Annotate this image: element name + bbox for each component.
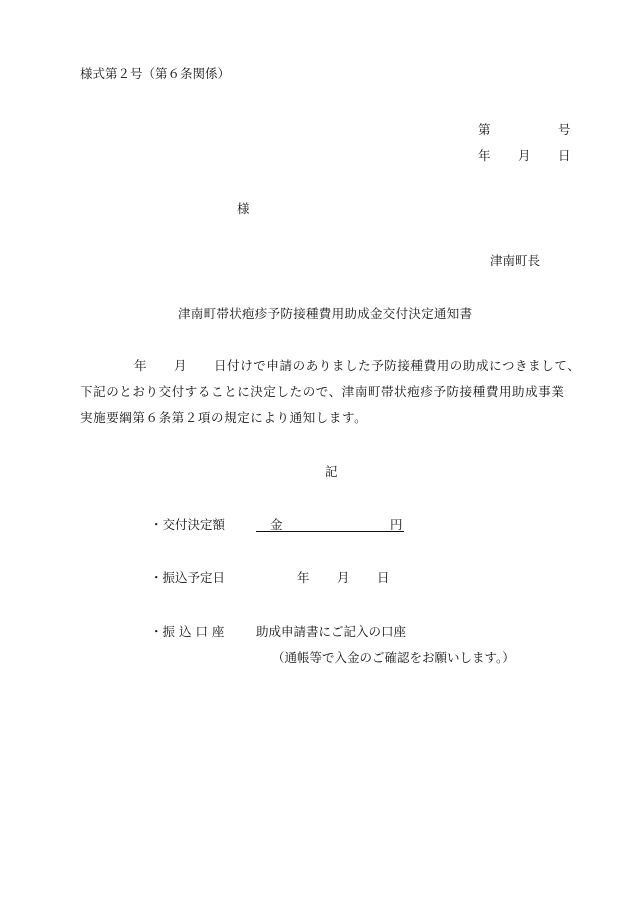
doc-date-year: 年 (478, 148, 491, 163)
account-value: 助成申請書にご記入の口座 (256, 624, 407, 639)
amount-unit: 円 (390, 517, 403, 532)
doc-number-prefix: 第 (478, 122, 491, 137)
transfer-date-label: ・振込予定日 (150, 570, 226, 585)
recipient-suffix: 様 (237, 201, 250, 216)
form-label: 様式第２号（第６条関係） (80, 66, 231, 81)
doc-date-month: 月 (518, 148, 531, 163)
body-line1-rest: 日付けで申請のありました予防接種費用の助成につきまして、 (214, 358, 581, 373)
body-line1-month: 月 (174, 358, 187, 373)
amount-prefix: 金 (270, 517, 283, 532)
transfer-date-year: 年 (297, 570, 310, 585)
body-line2: 下記のとおり交付することに決定したので、津南町帯状疱疹予防接種費用助成事業 (80, 384, 565, 399)
doc-number-suffix: 号 (558, 122, 571, 137)
body-line1-year: 年 (134, 358, 147, 373)
body-line3: 実施要綱第６条第２項の規定により通知します。 (80, 410, 368, 425)
sender-name: 津南町長 (490, 253, 541, 268)
document-title: 津南町帯状疱疹予防接種費用助成金交付決定通知書 (178, 306, 473, 321)
amount-label: ・交付決定額 (150, 517, 226, 532)
account-label: ・振 込 口 座 (150, 624, 225, 639)
ki-heading: 記 (325, 464, 338, 479)
transfer-date-day: 日 (377, 570, 390, 585)
doc-date-day: 日 (558, 148, 571, 163)
transfer-date-month: 月 (337, 570, 350, 585)
account-note: （通帳等で入金のご確認をお願いします。） (272, 650, 515, 665)
